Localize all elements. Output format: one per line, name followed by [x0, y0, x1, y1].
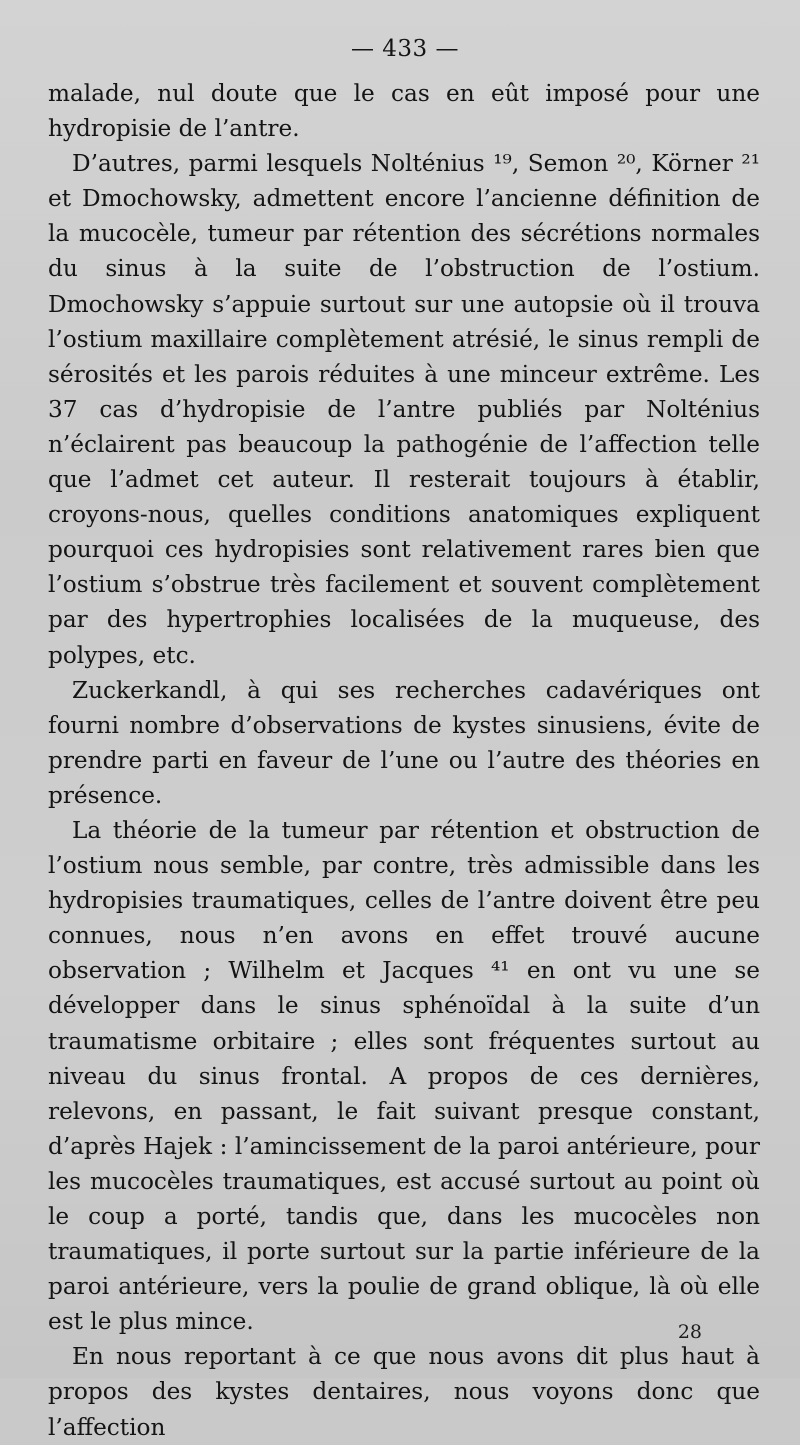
- paragraph-1: malade, nul doute que le cas en eût imposé pour une hydropisie de l’antre.: [48, 80, 760, 143]
- page-number: — 433 —: [350, 36, 460, 62]
- paragraph-5: En nous reportant à ce que nous avons dit plus haut à propos des kystes dentaires, nous voyons donc que l’affection: [48, 1343, 760, 1441]
- paragraph-3: Zuckerkandl, à qui ses recherches cadavériques ont fourni nombre d’observations de kystes sinusiens, évite de prendre parti en faveur de l’une ou l’autre des théories en présence.: [48, 676, 760, 809]
- paragraph-2: D’autres, parmi lesquels Nolténius ¹⁹, Semon ²⁰, Körner ²¹ et Dmochowsky, admettent encore l’ancienne définition de la mucocèle, tumeur par rétention des sécrétions normales du sinus à la suite de l’obstruction de l’ostium. Dmochowsky s’appuie surtout sur une autopsie où il trouva l’ostium maxillaire complètement atrésié, le sinus rempli de sérosités et les parois réduites à une minceur extrême. Les 37 cas d’hydropisie de l’antre publiés par Nolténius n’éclairent pas beaucoup la pathogénie de l’affection telle que l’admet cet auteur. Il resterait toujours à établir, croyons-nous, quelles conditions anatomiques expliquent pourquoi ces hydropisies sont relativement rares bien que l’ostium s’obstrue très facilement et souvent complètement par des hypertrophies localisées de la muqueuse, des polypes, etc.: [48, 150, 760, 669]
- body-text: [48, 76, 760, 1445]
- paragraph-4: La théorie de la tumeur par rétention et obstruction de l’ostium nous semble, par contre, très admissible dans les hydropisies traumatiques, celles de l’antre doivent être peu connues, nous n’en avons en effet trouvé aucune observation ; Wilhelm et Jacques ⁴¹ en ont vu une se développer dans le sinus sphénoïdal à la suite d’un traumatisme orbitaire ; elles sont fréquentes surtout au niveau du sinus frontal. A propos de ces dernières, relevons, en passant, le fait suivant presque constant, d’après Hajek : l’amincissement de la paroi antérieure, pour les mucocèles traumatiques, est accusé surtout au point où le coup a porté, tandis que, dans les mucocèles non traumatiques, il porte surtout sur la partie inférieure de la paroi antérieure, vers la poulie de grand oblique, là où elle est le plus mince.: [48, 816, 760, 1336]
- signature-mark: 28: [677, 1321, 702, 1343]
